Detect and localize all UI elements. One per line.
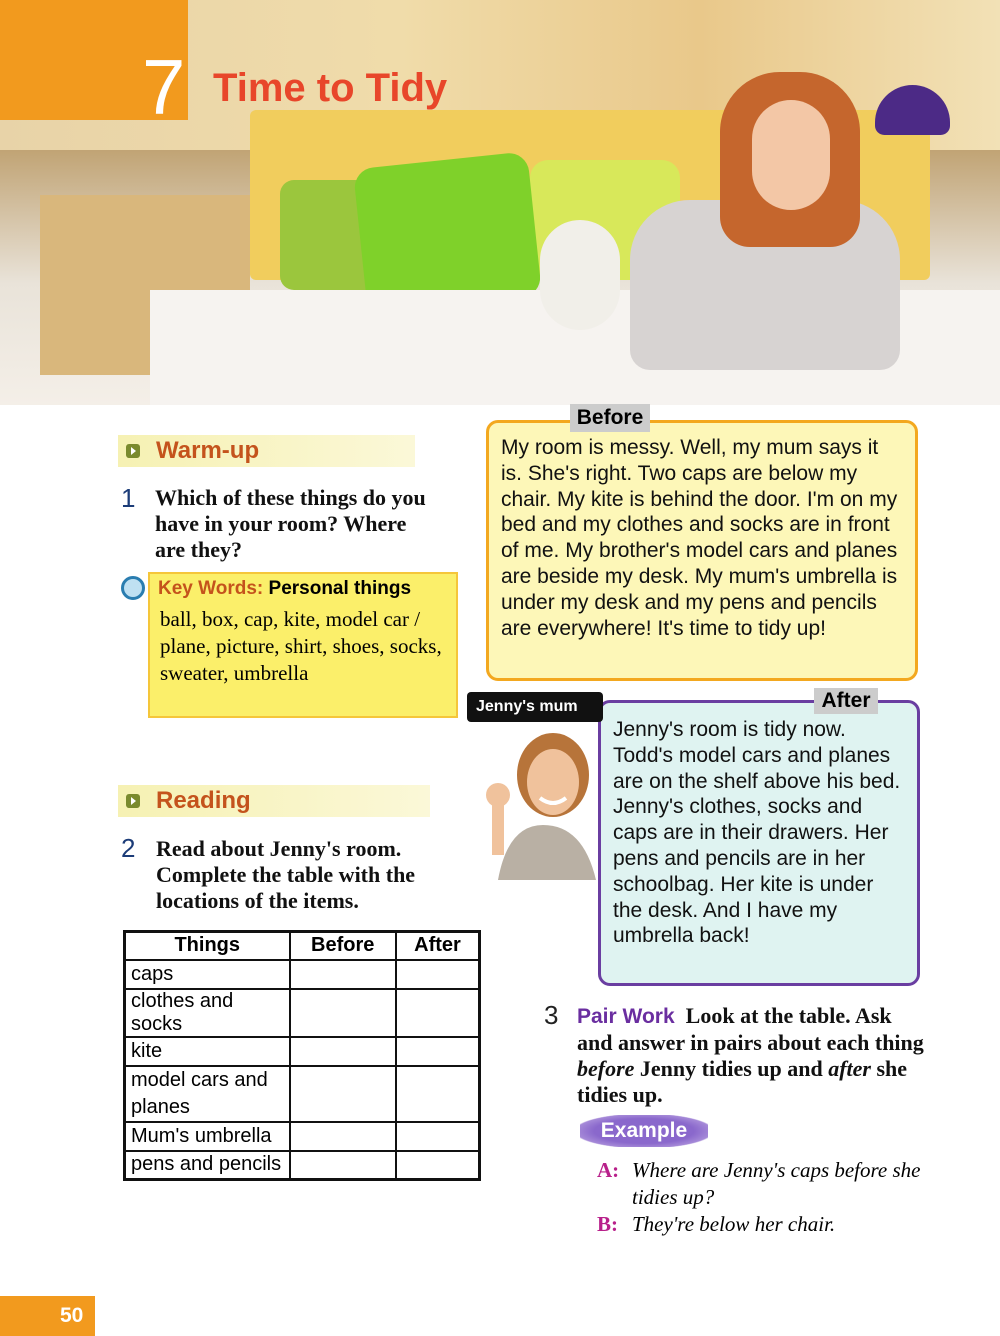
instruction: Jenny tidies up and [634, 1056, 829, 1081]
cell-before[interactable] [290, 1037, 396, 1066]
instruction: Look at the table. Ask and answer in pairs about each thing [577, 1003, 924, 1055]
dialogue-line-a [597, 1157, 927, 1211]
col-before: Before [290, 932, 396, 960]
cell-thing: caps [125, 960, 290, 989]
key-words-box [148, 572, 458, 718]
dialogue-line-b [597, 1211, 927, 1238]
line-b-text: They're below her chair. [632, 1212, 836, 1236]
instruction-emphasis: after [828, 1056, 871, 1081]
cell-before[interactable] [290, 1151, 396, 1180]
locations-table [123, 930, 481, 1181]
jennys-mum-photo [478, 730, 600, 880]
after-text-box [598, 700, 920, 986]
warmup-heading-text: Warm-up [156, 437, 260, 464]
cell-after[interactable] [396, 1066, 480, 1122]
table-row [125, 1066, 480, 1122]
cell-after[interactable] [396, 1151, 480, 1180]
play-icon [126, 794, 140, 808]
cell-after[interactable] [396, 1037, 480, 1066]
page-number: 50 [0, 1296, 95, 1336]
cell-before[interactable] [290, 960, 396, 989]
col-things: Things [125, 932, 290, 960]
cell-thing: Mum's umbrella [125, 1122, 290, 1151]
question-number: 2 [121, 833, 136, 863]
reading-question: Read about Jenny's room. Complete the table with the locations of the items. [156, 836, 416, 913]
cell-before[interactable] [290, 989, 396, 1037]
speaker-label: Jenny's mum [467, 692, 603, 722]
key-words-title: Personal things [268, 578, 412, 599]
cell-thing: pens and pencils [125, 1151, 290, 1180]
speaker-a: A: [597, 1158, 620, 1182]
girl-face [752, 100, 830, 210]
cell-after[interactable] [396, 989, 480, 1037]
chapter-title: Time to Tidy [213, 66, 448, 110]
instruction-emphasis: before [577, 1056, 635, 1081]
line-a-text: Where are Jenny's caps before she tidies up? [632, 1158, 921, 1209]
warmup-question: Which of these things do you have in your room? Where are they? [155, 485, 426, 562]
table-row [125, 960, 480, 989]
cell-thing: model cars and planes [125, 1066, 290, 1122]
table-row [125, 989, 480, 1037]
chapter-number: 7 [142, 43, 186, 131]
table-row [125, 1151, 480, 1180]
cell-after[interactable] [396, 960, 480, 989]
before-text: My room is messy. Well, my mum says it is. She's right. Two caps are below my chair. My kite is behind the door. I'm on my bed and my clothes and socks are in front of me. My brother's model cars and planes are beside my desk. My mum's umbrella is under my desk and my pens and pencils are everywhere! It's time to tidy up! [501, 436, 898, 640]
question-number: 3 [544, 1000, 559, 1030]
cell-thing: kite [125, 1037, 290, 1066]
after-label: After [814, 688, 878, 714]
before-label: Before [570, 404, 650, 432]
table-row [125, 1122, 480, 1151]
table-row [125, 1037, 480, 1066]
panda-toy [540, 220, 620, 330]
example-label: Example [580, 1115, 708, 1147]
audio-cd-icon[interactable] [121, 576, 145, 600]
cell-before[interactable] [290, 1066, 396, 1122]
before-text-box [486, 420, 918, 681]
cell-after[interactable] [396, 1122, 480, 1151]
cell-before[interactable] [290, 1122, 396, 1151]
warmup-heading [118, 435, 415, 467]
play-icon [126, 444, 140, 458]
cell-thing: clothes and socks [125, 989, 290, 1037]
after-text: Jenny's room is tidy now. Todd's model cars and planes are on the shelf above his bed. Jenny's clothes, socks and caps are in their drawers. Her pens and pencils are in her schoolbag. Her kite is under the desk. And I have my umbrella back! [613, 718, 901, 948]
speaker-b: B: [597, 1212, 618, 1236]
reading-heading-text: Reading [156, 787, 251, 814]
pair-work-label: Pair Work [577, 1005, 675, 1028]
question-number: 1 [121, 483, 136, 513]
col-after: After [396, 932, 480, 960]
instruction: she tidies up. [577, 1056, 908, 1107]
key-words-list: ball, box, cap, kite, model car / plane, picture, shirt, shoes, socks, sweater, umbrella [160, 607, 442, 685]
key-words-label: Key Words: [158, 578, 264, 599]
reading-heading [118, 785, 430, 817]
